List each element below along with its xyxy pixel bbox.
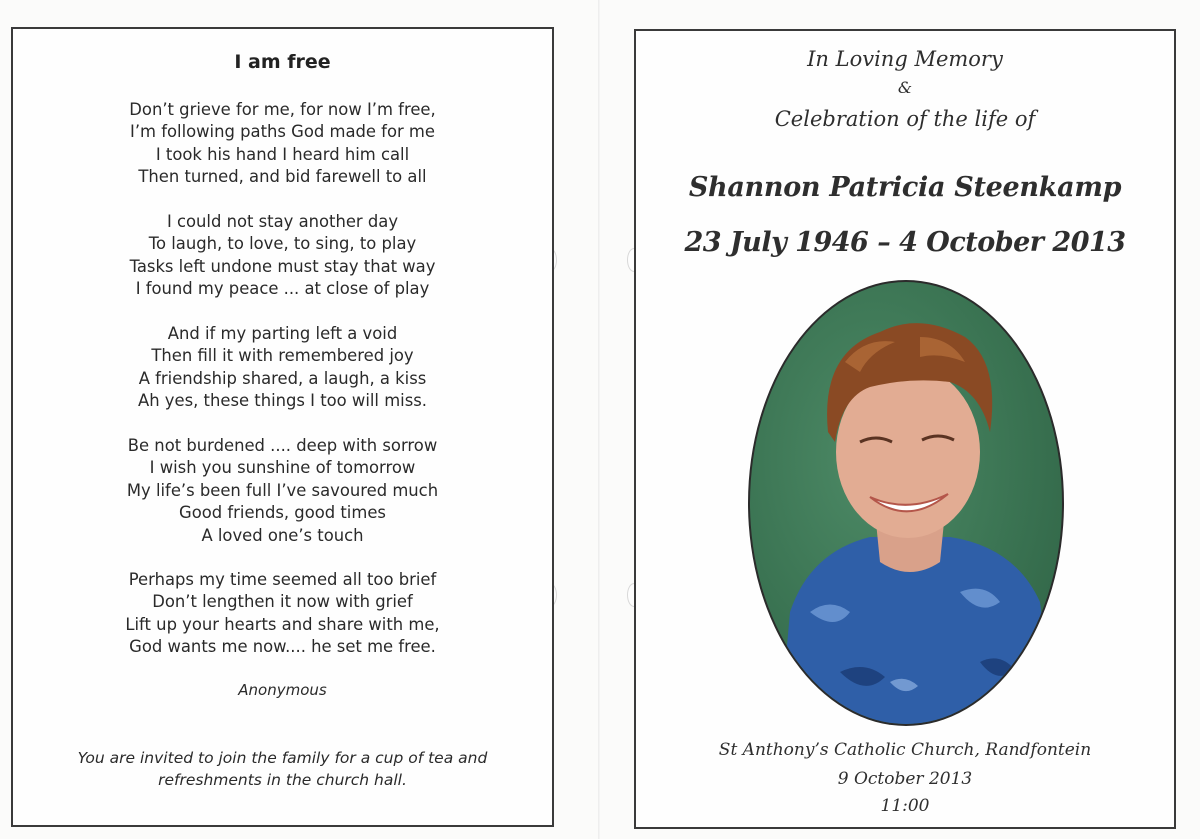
cover-panel	[634, 29, 1176, 829]
poem-line: Tasks left undone must stay that way	[129, 256, 436, 276]
invitation-line: You are invited to join the family for a cup of tea and	[77, 749, 488, 767]
poem-line: Lift up your hearts and share with me,	[125, 614, 440, 634]
portrait-photo	[748, 280, 1064, 726]
deceased-name: Shannon Patricia Steenkamp	[688, 172, 1122, 203]
poem-title: I am free	[234, 51, 331, 73]
poem-line: I could not stay another day	[166, 212, 399, 231]
poem-line: Perhaps my time seemed all too brief	[128, 570, 437, 589]
poem-line: Don’t lengthen it now with grief	[152, 592, 413, 612]
poem-line: To laugh, to love, to sing, to play	[148, 234, 417, 254]
poem-stanza-2	[13, 211, 552, 301]
poem-line: Then fill it with remembered joy	[151, 346, 414, 366]
page-fold	[598, 0, 600, 839]
poem-line: I’m following paths God made for me	[130, 122, 435, 142]
poem-line: Don’t grieve for me, for now I’m free,	[129, 100, 436, 119]
tea-invitation	[13, 747, 552, 791]
poem-panel	[11, 27, 554, 827]
poem-line: I wish you sunshine of tomorrow	[149, 458, 416, 478]
in-loving-memory-heading: In Loving Memory	[807, 47, 1003, 71]
poem-line: A loved one’s touch	[201, 525, 364, 545]
ampersand: &	[897, 78, 913, 97]
poem-line: Then turned, and bid farewell to all	[138, 167, 427, 187]
poem-stanza-3	[13, 323, 552, 413]
poem-line: Ah yes, these things I too will miss.	[137, 391, 428, 411]
poem-stanza-1	[13, 99, 552, 189]
invitation-line: refreshments in the church hall.	[158, 771, 407, 789]
poem-line: God wants me now.... he set me free.	[129, 637, 436, 657]
celebration-heading: Celebration of the life of	[774, 107, 1036, 131]
poem-line: And if my parting left a void	[167, 324, 398, 343]
poem-line: A friendship shared, a laugh, a kiss	[138, 368, 427, 388]
portrait-illustration	[750, 282, 1062, 724]
poem-line: I took his hand I heard him call	[155, 144, 410, 164]
poem-stanza-5	[13, 569, 552, 659]
poem-line: Be not burdened .... deep with sorrow	[127, 436, 438, 455]
service-date: 9 October 2013	[837, 769, 973, 789]
poem-stanza-4	[13, 435, 552, 547]
poem-line: I found my peace ... at close of play	[135, 279, 430, 299]
poem-line: My life’s been full I’ve savoured much	[126, 480, 439, 500]
poem-line: Good friends, good times	[179, 503, 386, 523]
poem-author: Anonymous	[238, 681, 327, 699]
service-venue: St Anthony’s Catholic Church, Randfontein	[718, 740, 1092, 760]
service-time: 11:00	[880, 796, 930, 816]
life-dates: 23 July 1946 – 4 October 2013	[684, 227, 1126, 258]
